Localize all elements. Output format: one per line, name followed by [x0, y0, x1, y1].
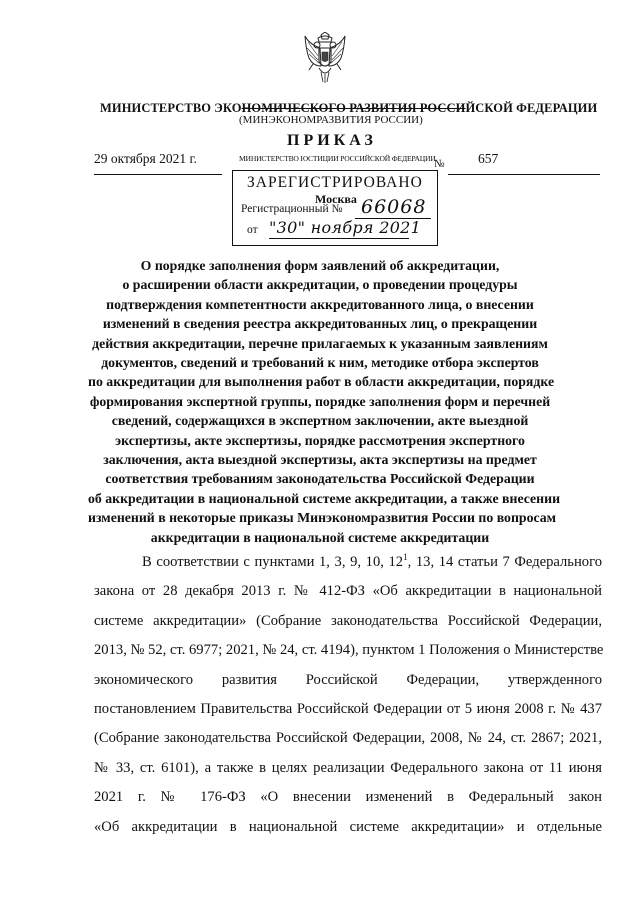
ministry-name-left: МИНИСТЕРСТВО ЭКО [100, 101, 242, 115]
stamp-reg-date: "30" ноября 2021 [269, 218, 422, 237]
body-line: постановлением Правительства Российской Федерации от 5 июня 2008 г. № 437 [94, 700, 602, 717]
stamp-date-prefix: от [247, 224, 258, 236]
stamp-registered-label: ЗАРЕГИСТРИРОВАНО [247, 174, 423, 191]
document-title [88, 256, 561, 547]
body-line: экономического развития Российской Федерации, утвержденного [94, 671, 602, 688]
title-line: аккредитации в национальной системе аккредитации [150, 529, 490, 545]
body-text: В соответствии с пунктами 1, 3, 9, 10, 12 [142, 554, 404, 570]
stamp-city: Москва [315, 192, 357, 206]
registration-stamp [233, 110, 439, 246]
body-line: системе аккредитации» (Собрание законодательства Российской Федерации, [94, 612, 602, 629]
title-line: экспертизы, акте экспертизы, порядке рассмотрения экспертного [115, 432, 525, 448]
russian-coat-of-arms-icon [303, 32, 347, 84]
stamp-justice-ministry: МИНИСТЕРСТВО ЮСТИЦИИ РОССИЙСКОЙ ФЕДЕРАЦИИ [239, 154, 436, 163]
title-line: по аккредитации для выполнения работ в области аккредитации, порядке [88, 374, 555, 390]
stamp-reg-number: 66068 [361, 196, 427, 218]
stamp-reg-number-label: Регистрационный № [241, 203, 343, 215]
title-line: действия аккредитации, перечне прилагаемых к указанным заявлениям [92, 335, 548, 351]
body-line: 2013, № 52, ст. 6977; 2021, № 24, ст. 4194), пунктом 1 Положения о Министерстве [94, 642, 604, 659]
title-line: изменений в сведения реестра аккредитованных лиц, о прекращении [102, 316, 538, 332]
title-line: документов, сведений и требований к ним, методике отбора экспертов [101, 355, 539, 371]
body-line-first [94, 548, 602, 577]
body-line: № 33, ст. 6101), а также в целях реализации Федерального закона от 11 июня [94, 759, 602, 776]
number-underline [448, 174, 600, 175]
ministry-name-right: ЙСКОЙ ФЕДЕРАЦИИ [465, 101, 598, 115]
title-line: подтверждения компетентности аккредитованного лица, о внесении [106, 296, 534, 312]
title-line: О порядке заполнения форм заявлений об аккредитации, [140, 258, 500, 273]
order-date: 29 октября 2021 г. [94, 151, 197, 166]
stamp-parent-ministry: (МИНЭКОНОМРАЗВИТИЯ РОССИИ) [239, 114, 423, 126]
title-line: соответствия требованиям законодательства Российской Федерации [105, 471, 535, 487]
order-number-label: № [434, 158, 445, 170]
title-line: об аккредитации в национальной системе аккредитации, а также внесении [88, 490, 561, 506]
body-line: (Собрание законодательства Российской Федерации, 2008, № 24, ст. 2867; 2021, [94, 730, 602, 747]
ministry-name-overprinted: НОМИЧЕСКОГО РАЗВИТИЯ РОССИ [241, 101, 466, 115]
order-number: 657 [478, 151, 499, 166]
date-underline [94, 174, 222, 175]
title-line: сведений, содержащихся в экспертном заключении, акте выездной [111, 413, 529, 429]
stamp-date-underline [269, 238, 409, 239]
body-line: 2021 г. № 176-ФЗ «О внесении изменений в Федеральный закон [94, 789, 602, 806]
title-line: изменений в некоторые приказы Минэкономразвития России по вопросам [88, 510, 557, 526]
title-line: о расширении области аккредитации, о проведении процедуры [122, 277, 518, 293]
body-line: «Об аккредитации в национальной системе аккредитации» и отдельные [94, 818, 602, 835]
title-line: формирования экспертной группы, порядке заполнения форм и перечней [89, 393, 551, 409]
title-line: заключения, акта выездной экспертизы, акта экспертизы на предмет [103, 452, 537, 468]
document-type-title: ПРИКАЗ [287, 132, 377, 149]
superscript: 1 [403, 552, 408, 563]
body-paragraph [94, 548, 602, 842]
body-line: закона от 28 декабря 2013 г. № 412-ФЗ «Об аккредитации в национальной [94, 583, 602, 600]
body-text: , 13, 14 статьи 7 Федерального [407, 554, 602, 570]
